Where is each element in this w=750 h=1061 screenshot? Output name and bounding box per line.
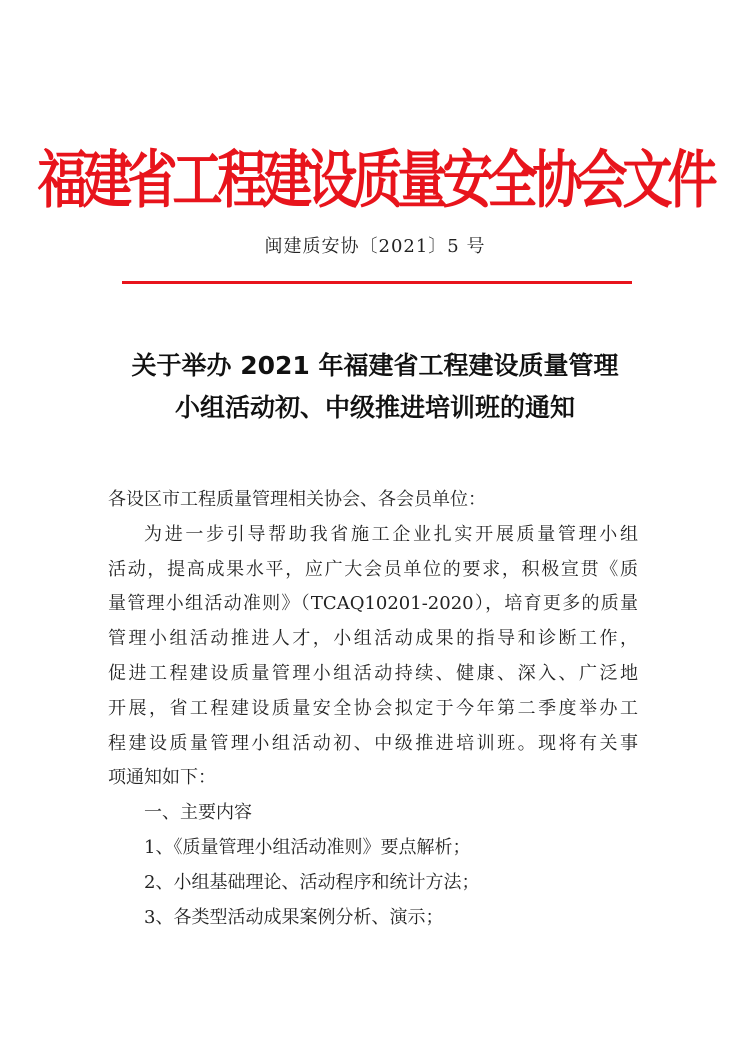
paragraph-line: 量管理小组活动准则》（TCAQ10201-2020），培育更多的质量: [108, 593, 638, 615]
paragraph-line: 项通知如下：: [108, 767, 216, 789]
paragraph-line: 管理小组活动推进人才，小组活动成果的指导和诊断工作，: [108, 628, 638, 650]
section-heading: 一、主要内容: [144, 802, 252, 824]
notice-title: [0, 345, 750, 429]
red-divider-line: [122, 281, 632, 284]
notice-title-line-1: 关于举办 2021 年福建省工程建设质量管理: [131, 351, 619, 380]
paragraph-line: 活动，提高成果水平，应广大会员单位的要求，积极宣贯《质: [108, 558, 638, 580]
list-item: 2、小组基础理论、活动程序和统计方法；: [144, 871, 480, 893]
document-number: 闽建质安协〔2021〕5 号: [264, 236, 486, 257]
notice-body: [108, 483, 638, 935]
notice-title-line-2: 小组活动初、中级推进培训班的通知: [174, 393, 575, 422]
paragraph-line: 为进一步引导帮助我省施工企业扎实开展质量管理小组: [144, 523, 638, 545]
paragraph-line: 程建设质量管理小组活动初、中级推进培训班。现将有关事: [108, 732, 638, 754]
salutation: 各设区市工程质量管理相关协会、各会员单位：: [108, 489, 486, 510]
paragraph-line: 促进工程建设质量管理小组活动持续、健康、深入、广泛地: [108, 662, 638, 684]
list-item: 3、各类型活动成果案例分析、演示；: [144, 906, 444, 928]
paragraph-line: 开展，省工程建设质量安全协会拟定于今年第二季度举办工: [108, 697, 638, 719]
org-document-header: 福建省工程建设质量安全协会文件: [37, 143, 713, 217]
list-item: 1、《质量管理小组活动准则》要点解析；: [144, 836, 471, 858]
